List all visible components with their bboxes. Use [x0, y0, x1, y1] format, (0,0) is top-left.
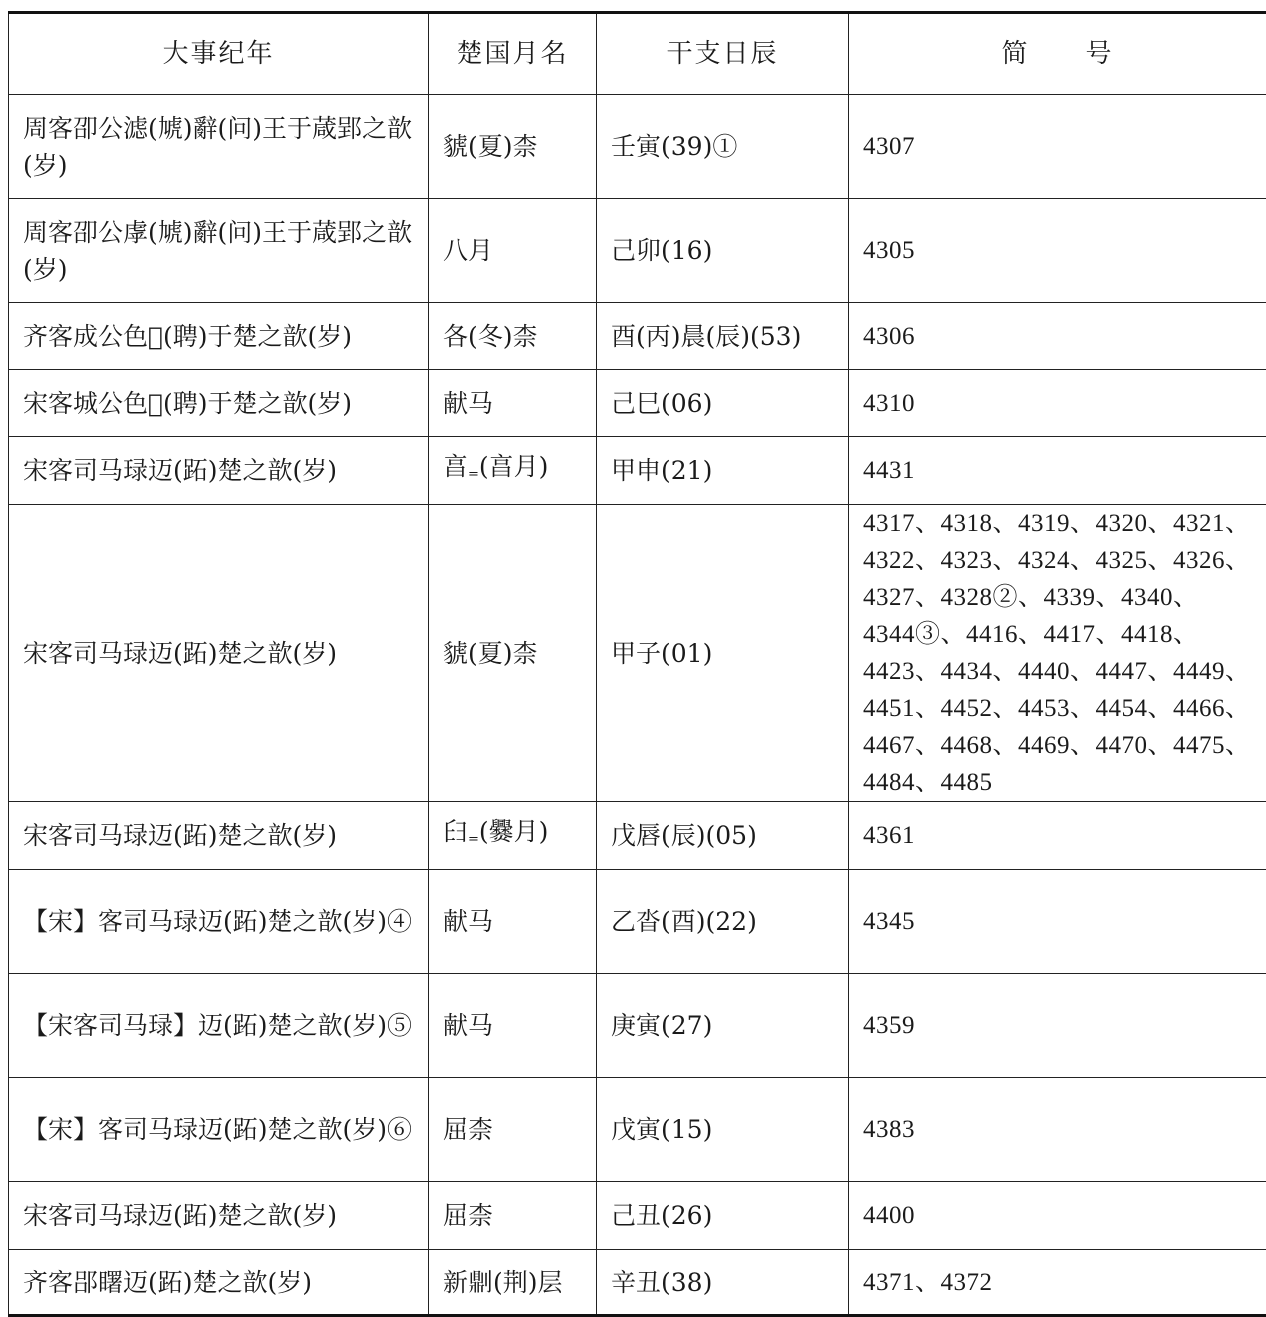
month-main: 𦥑	[443, 817, 468, 846]
event-cell: 周客卲公虖(虓)辭(问)王于葴郢之歆(岁)	[9, 199, 429, 303]
table-row	[9, 974, 1266, 1078]
table-row	[9, 1182, 1266, 1250]
day-cell: 己卯(16)	[597, 199, 849, 303]
repeat-mark: =	[468, 467, 479, 482]
month-main: 亯	[443, 452, 468, 481]
event-cell: 宋客司马琭迈(跖)楚之歆(岁)	[9, 802, 429, 870]
chronology-table	[8, 11, 1266, 1317]
repeat-mark: =	[468, 832, 479, 847]
table-row	[9, 1078, 1266, 1182]
day-cell: 己巳(06)	[597, 370, 849, 437]
table-row	[9, 505, 1266, 802]
event-cell: 齐客郘𥌓迈(跖)楚之歆(岁)	[9, 1250, 429, 1316]
day-cell: 甲子(01)	[597, 505, 849, 802]
month-cell: 新𠟭(荆)层	[429, 1250, 597, 1316]
month-cell: 献马	[429, 870, 597, 974]
month-cell: 䝞(夏)柰	[429, 95, 597, 199]
day-cell: 辛丑(38)	[597, 1250, 849, 1316]
month-cell: 献马	[429, 370, 597, 437]
slips-cell: 4305	[849, 199, 1266, 303]
slips-cell: 4371、4372	[849, 1250, 1266, 1316]
day-cell: 己丑(26)	[597, 1182, 849, 1250]
slips-cell: 4307	[849, 95, 1266, 199]
slips-cell: 4400	[849, 1182, 1266, 1250]
event-cell: 【宋】客司马琭迈(跖)楚之歆(岁)⑥	[9, 1078, 429, 1182]
event-cell: 宋客司马琭迈(跖)楚之歆(岁)	[9, 505, 429, 802]
slips-cell: 4317、4318、4319、4320、4321、4322、4323、4324、4325、4326、4327、4328②、4339、4340、4344③、4416、4417、4418、4423、4434、4440、4447、4449、4451、4452、4453、4454、4466、4467、4468、4469、4470、4475、4484、4485	[849, 505, 1266, 802]
event-cell: 宋客司马琭迈(跖)楚之歆(岁)	[9, 437, 429, 505]
event-cell: 【宋】客司马琭迈(跖)楚之歆(岁)④	[9, 870, 429, 974]
table-row	[9, 95, 1266, 199]
table-row	[9, 303, 1266, 370]
header-month: 楚国月名	[429, 13, 597, 95]
slips-cell: 4310	[849, 370, 1266, 437]
table-row	[9, 199, 1266, 303]
header-day: 干支日辰	[597, 13, 849, 95]
month-cell: 献马	[429, 974, 597, 1078]
month-cell	[429, 437, 597, 505]
month-cell: 各(冬)柰	[429, 303, 597, 370]
table-row	[9, 437, 1266, 505]
day-cell: 乙沓(酉)(22)	[597, 870, 849, 974]
header-slips: 简 号	[849, 13, 1266, 95]
event-cell: 齐客成公色𠳾(聘)于楚之歆(岁)	[9, 303, 429, 370]
table-row	[9, 370, 1266, 437]
month-cell: 八月	[429, 199, 597, 303]
header-row	[9, 13, 1266, 95]
header-event: 大事纪年	[9, 13, 429, 95]
event-cell: 宋客城公色𠳾(聘)于楚之歆(岁)	[9, 370, 429, 437]
day-cell: 戊寅(15)	[597, 1078, 849, 1182]
slips-cell: 4431	[849, 437, 1266, 505]
month-cell: 屈柰	[429, 1078, 597, 1182]
day-cell: 庚寅(27)	[597, 974, 849, 1078]
table-row	[9, 1250, 1266, 1316]
table-row	[9, 802, 1266, 870]
slips-cell: 4345	[849, 870, 1266, 974]
table-row	[9, 870, 1266, 974]
day-cell: 壬寅(39)①	[597, 95, 849, 199]
event-cell: 周客卲公滤(虓)辭(问)王于葴郢之歆(岁)	[9, 95, 429, 199]
day-cell: 酉(丙)晨(辰)(53)	[597, 303, 849, 370]
day-cell: 戊唇(辰)(05)	[597, 802, 849, 870]
day-cell: 甲申(21)	[597, 437, 849, 505]
slips-cell: 4383	[849, 1078, 1266, 1182]
month-cell	[429, 802, 597, 870]
month-cell: 屈柰	[429, 1182, 597, 1250]
month-cell: 䝞(夏)柰	[429, 505, 597, 802]
month-tail: (亯月)	[479, 452, 549, 481]
month-tail: (爨月)	[479, 817, 549, 846]
event-cell: 【宋客司马琭】迈(跖)楚之歆(岁)⑤	[9, 974, 429, 1078]
slips-cell: 4359	[849, 974, 1266, 1078]
slips-cell: 4306	[849, 303, 1266, 370]
event-cell: 宋客司马琭迈(跖)楚之歆(岁)	[9, 1182, 429, 1250]
slips-cell: 4361	[849, 802, 1266, 870]
